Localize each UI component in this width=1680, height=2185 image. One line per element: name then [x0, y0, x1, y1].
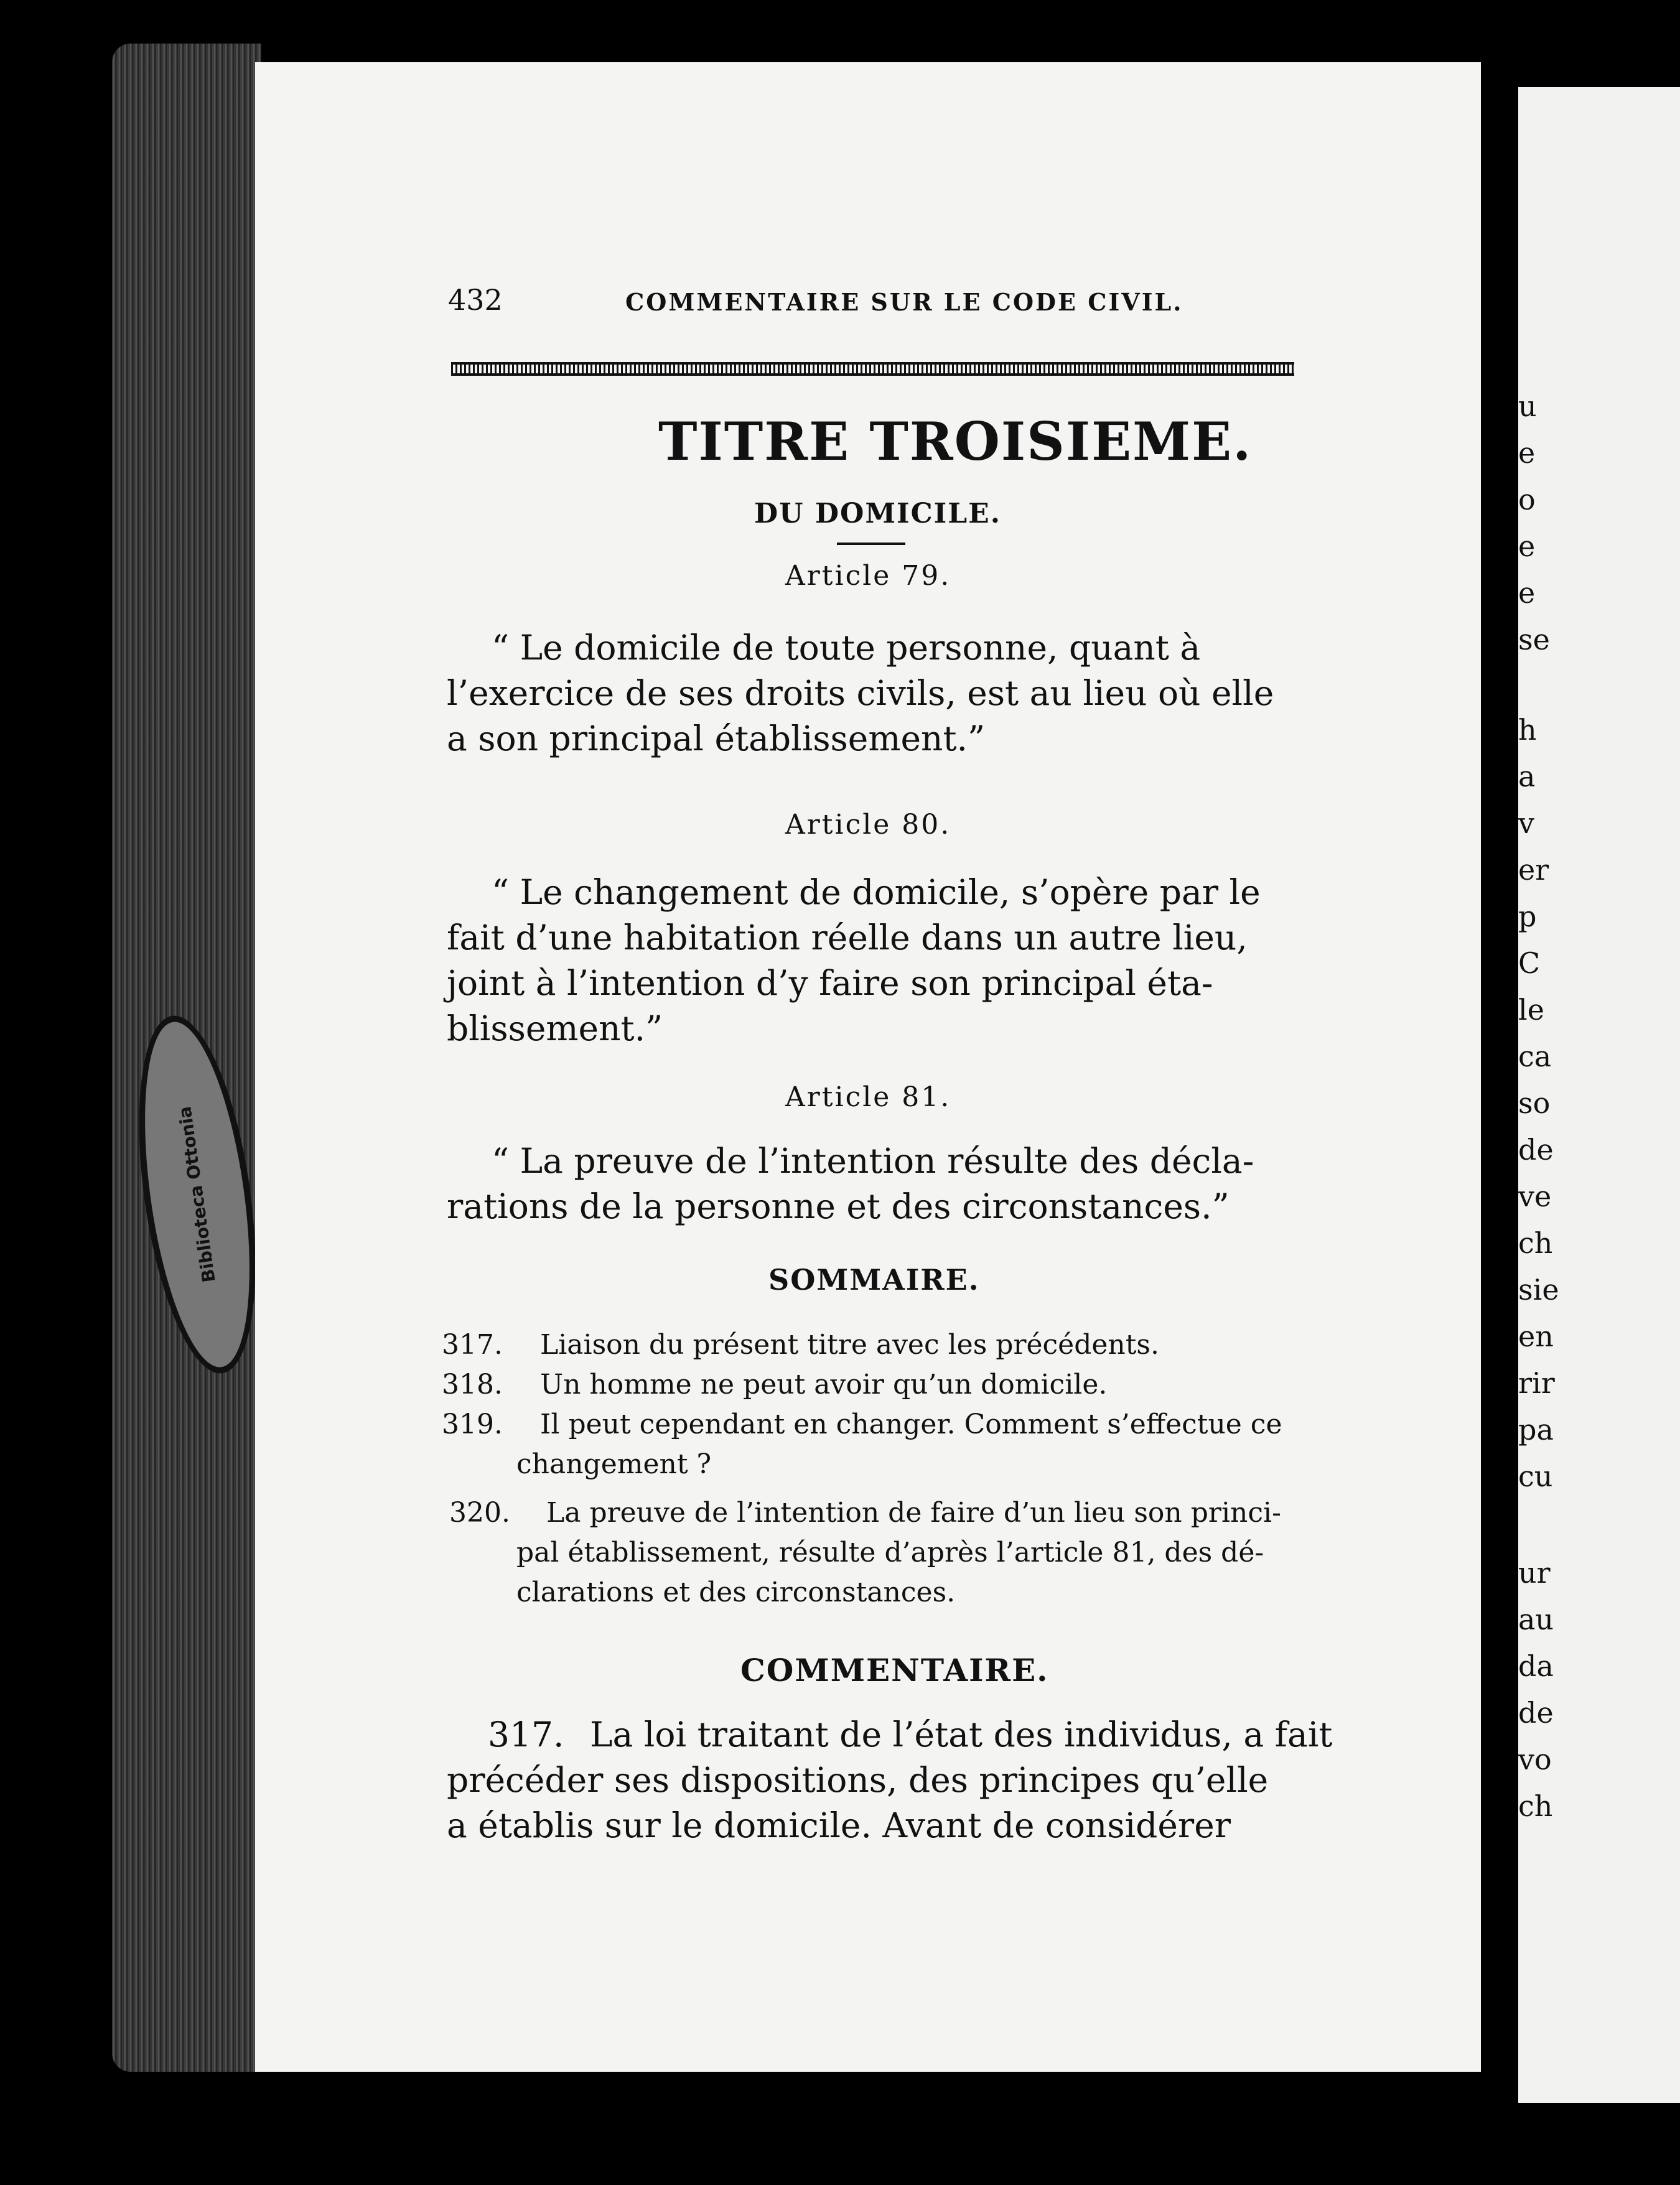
subtitle-rule [837, 543, 905, 545]
sommaire-line: pal établissement, résulte d’après l’article 81, des dé- [516, 1537, 1264, 1568]
header-rule [451, 362, 1294, 376]
running-header [448, 283, 1201, 320]
sommaire-line: Liaison du présent titre avec les précédents. [540, 1329, 1159, 1361]
article-line: fait d’une habitation réelle dans un autre lieu, [447, 918, 1248, 957]
article-line: “ La preuve de l’intention résulte des décla- [492, 1141, 1254, 1181]
sommaire-line: clarations et des circonstances. [516, 1577, 956, 1608]
sommaire-number: 319. [442, 1409, 503, 1440]
right-fragment: pa [1518, 1413, 1554, 1447]
sommaire-line: Il peut cependant en changer. Comment s’effectue ce [540, 1409, 1282, 1440]
running-head-title: COMMENTAIRE SUR LE CODE CIVIL. [625, 288, 1183, 316]
commentaire-line: La loi traitant de l’état des individus, a fait [590, 1715, 1333, 1754]
sommaire-line: changement ? [516, 1448, 712, 1480]
sommaire-line: Un homme ne peut avoir qu’un domicile. [540, 1369, 1108, 1400]
right-fragment: C [1518, 946, 1541, 980]
commentaire-line: précéder ses dispositions, des principes qu’elle [447, 1760, 1269, 1800]
stamp-text: Biblioteca Ottonia [174, 1105, 220, 1284]
right-fragment: da [1518, 1649, 1554, 1683]
article-line: “ Le changement de domicile, s’opère par le [492, 872, 1261, 912]
right-fragment: ur [1518, 1556, 1551, 1590]
right-fragment: h [1518, 713, 1537, 747]
right-fragment: a [1518, 760, 1536, 793]
commentaire-number: 317. [488, 1715, 564, 1754]
right-fragment: er [1518, 853, 1549, 887]
article-heading: Article 80. [785, 809, 951, 841]
page-number: 432 [448, 283, 503, 317]
article-line: rations de la personne et des circonstances.” [447, 1186, 1230, 1226]
commentaire-heading: COMMENTAIRE. [740, 1652, 1049, 1689]
right-fragment: rir [1518, 1366, 1555, 1400]
article-heading: Article 79. [785, 560, 951, 592]
commentaire-line: a établis sur le domicile. Avant de considérer [447, 1805, 1231, 1845]
right-fragment: de [1518, 1133, 1554, 1167]
right-fragment: ca [1518, 1040, 1552, 1073]
right-fragment: sie [1518, 1273, 1559, 1307]
right-fragment: ve [1518, 1180, 1552, 1213]
right-fragment: le [1518, 993, 1544, 1027]
right-fragment: e [1518, 529, 1536, 563]
article-line: a son principal établissement.” [447, 719, 986, 758]
right-fragment: e [1518, 436, 1536, 470]
section-subtitle: DU DOMICILE. [754, 498, 1002, 529]
right-fragment: o [1518, 483, 1536, 516]
right-fragment: cu [1518, 1460, 1553, 1493]
right-fragment: so [1518, 1086, 1551, 1120]
right-fragment: en [1518, 1320, 1554, 1353]
sommaire-line: La preuve de l’intention de faire d’un lieu son princi- [546, 1497, 1281, 1529]
right-page [1518, 87, 1680, 2103]
article-line: “ Le domicile de toute personne, quant à [492, 628, 1201, 668]
article-heading: Article 81. [785, 1081, 951, 1113]
right-fragment: e [1518, 576, 1536, 610]
right-fragment: ch [1518, 1789, 1553, 1823]
right-fragment: ch [1518, 1226, 1553, 1260]
sommaire-number: 318. [442, 1369, 503, 1400]
right-fragment: v [1518, 806, 1534, 840]
sommaire-number: 317. [442, 1329, 503, 1361]
sommaire-heading: SOMMAIRE. [768, 1263, 980, 1297]
right-fragment: au [1518, 1603, 1554, 1636]
right-fragment: se [1518, 623, 1550, 656]
article-line: blissement.” [447, 1009, 663, 1048]
article-line: joint à l’intention d’y faire son principal éta- [447, 963, 1213, 1003]
sommaire-number: 320. [449, 1497, 510, 1529]
article-line: l’exercice de ses droits civils, est au lieu où elle [447, 673, 1274, 713]
right-fragment: u [1518, 389, 1537, 423]
right-fragment: de [1518, 1696, 1554, 1730]
right-fragment: p [1518, 900, 1537, 933]
right-fragment: vo [1518, 1743, 1552, 1776]
section-title: TITRE TROISIEME. [658, 411, 1253, 472]
